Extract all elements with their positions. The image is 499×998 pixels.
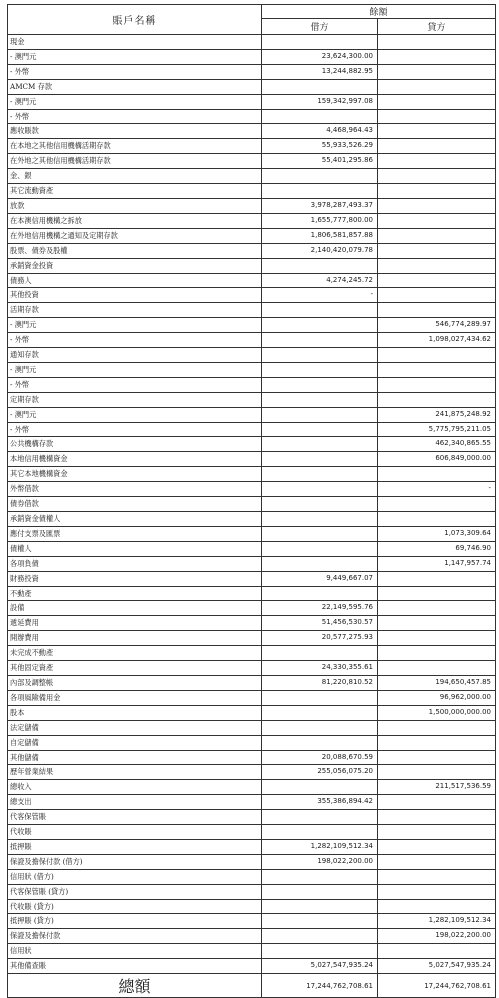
account-name-cell: AMCM 存款 [8, 79, 262, 94]
account-name-cell: 在外地之其他信用機構活期存款 [8, 154, 262, 169]
table-row [8, 482, 496, 497]
table-row [8, 273, 496, 288]
table-row [8, 243, 496, 258]
debit-cell [262, 109, 378, 124]
credit-cell: 241,875,248.92 [378, 407, 496, 422]
debit-cell [262, 780, 378, 795]
table-row [8, 422, 496, 437]
credit-cell [378, 944, 496, 959]
credit-cell [378, 646, 496, 661]
credit-cell [378, 243, 496, 258]
credit-cell: 1,282,109,512.34 [378, 914, 496, 929]
table-body [8, 35, 496, 974]
table-row [8, 79, 496, 94]
table-row [8, 139, 496, 154]
debit-cell: 1,806,581,857.88 [262, 228, 378, 243]
debit-cell [262, 318, 378, 333]
debit-cell: 1,282,109,512.34 [262, 839, 378, 854]
debit-cell [262, 556, 378, 571]
account-name-cell: 開辦費用 [8, 631, 262, 646]
debit-cell [262, 258, 378, 273]
account-name-cell: 總收入 [8, 780, 262, 795]
table-row [8, 705, 496, 720]
debit-cell: 22,149,595.76 [262, 601, 378, 616]
debit-cell: - [262, 288, 378, 303]
table-row [8, 735, 496, 750]
debit-cell [262, 690, 378, 705]
credit-cell: 1,098,027,434.62 [378, 333, 496, 348]
account-name-cell: 法定儲備 [8, 720, 262, 735]
table-header [8, 5, 496, 35]
debit-cell [262, 929, 378, 944]
debit-cell: 5,027,547,935.24 [262, 959, 378, 974]
debit-cell [262, 303, 378, 318]
credit-cell [378, 720, 496, 735]
credit-cell [378, 631, 496, 646]
account-name-cell: 現金 [8, 35, 262, 50]
debit-cell: 355,386,894.42 [262, 795, 378, 810]
credit-cell [378, 124, 496, 139]
credit-cell: 211,517,536.59 [378, 780, 496, 795]
table-row [8, 348, 496, 363]
balance-table [7, 4, 496, 998]
credit-cell [378, 35, 496, 50]
debit-cell [262, 392, 378, 407]
credit-cell [378, 362, 496, 377]
balance-header: 餘額 [262, 5, 496, 19]
table-row [8, 586, 496, 601]
debit-cell [262, 825, 378, 840]
table-row [8, 854, 496, 869]
account-name-cell: 保證及擔保付款 [8, 929, 262, 944]
debit-cell: 4,274,245.72 [262, 273, 378, 288]
debit-cell [262, 869, 378, 884]
debit-cell [262, 705, 378, 720]
credit-cell: 546,774,289.97 [378, 318, 496, 333]
account-name-cell: 各項風險備用金 [8, 690, 262, 705]
table-row [8, 571, 496, 586]
total-credit: 17,244,762,708.61 [378, 974, 496, 998]
table-row [8, 780, 496, 795]
account-name-cell: - 外幣 [8, 64, 262, 79]
account-name-cell: - 澳門元 [8, 318, 262, 333]
table-row [8, 124, 496, 139]
account-name-cell: 代客保管賬 (貸方) [8, 884, 262, 899]
debit-cell [262, 497, 378, 512]
credit-cell [378, 601, 496, 616]
credit-cell [378, 184, 496, 199]
account-name-cell: 遞延費用 [8, 616, 262, 631]
total-label: 總額 [8, 974, 262, 998]
table-row [8, 154, 496, 169]
credit-cell [378, 586, 496, 601]
credit-cell [378, 899, 496, 914]
account-name-cell: - 外幣 [8, 422, 262, 437]
credit-cell: 198,022,200.00 [378, 929, 496, 944]
account-name-cell: - 澳門元 [8, 49, 262, 64]
account-name-cell: - 外幣 [8, 109, 262, 124]
table-row [8, 318, 496, 333]
account-name-cell: 財務投資 [8, 571, 262, 586]
account-name-cell: 其他投資 [8, 288, 262, 303]
table-row [8, 526, 496, 541]
table-row [8, 228, 496, 243]
debit-cell [262, 422, 378, 437]
table-row [8, 392, 496, 407]
table-row [8, 258, 496, 273]
account-name-cell: 應付支票及匯票 [8, 526, 262, 541]
debit-cell [262, 646, 378, 661]
table-row [8, 184, 496, 199]
credit-cell [378, 154, 496, 169]
debit-cell: 9,449,667.07 [262, 571, 378, 586]
account-name-cell: 股票、債券及股權 [8, 243, 262, 258]
credit-cell [378, 139, 496, 154]
table-row [8, 497, 496, 512]
account-name-cell: 活期存款 [8, 303, 262, 318]
credit-cell [378, 467, 496, 482]
credit-cell [378, 735, 496, 750]
credit-cell [378, 497, 496, 512]
total-debit: 17,244,762,708.61 [262, 974, 378, 998]
debit-cell [262, 348, 378, 363]
table-row [8, 198, 496, 213]
account-name-cell: - 外幣 [8, 377, 262, 392]
credit-cell [378, 288, 496, 303]
table-row [8, 109, 496, 124]
credit-cell [378, 303, 496, 318]
credit-cell [378, 273, 496, 288]
debit-cell: 55,401,295.86 [262, 154, 378, 169]
table-row [8, 94, 496, 109]
credit-cell [378, 377, 496, 392]
credit-cell [378, 571, 496, 586]
table-row [8, 303, 496, 318]
debit-cell [262, 184, 378, 199]
table-row [8, 407, 496, 422]
debit-cell: 51,456,530.57 [262, 616, 378, 631]
account-name-cell: 歷年營業結果 [8, 765, 262, 780]
credit-cell: 1,500,000,000.00 [378, 705, 496, 720]
credit-cell: 69,746.90 [378, 541, 496, 556]
debit-cell: 198,022,200.00 [262, 854, 378, 869]
credit-header: 貸方 [378, 19, 496, 35]
table-row [8, 333, 496, 348]
credit-cell: 1,073,309.64 [378, 526, 496, 541]
credit-cell: 462,340,865.55 [378, 437, 496, 452]
table-row [8, 944, 496, 959]
table-row [8, 288, 496, 303]
account-name-cell: 承銷資金投資 [8, 258, 262, 273]
debit-cell: 2,140,420,079.78 [262, 243, 378, 258]
debit-cell [262, 720, 378, 735]
table-row [8, 64, 496, 79]
table-row [8, 601, 496, 616]
debit-cell [262, 467, 378, 482]
table-row [8, 661, 496, 676]
credit-cell [378, 512, 496, 527]
account-name-cell: 其它本地機構資金 [8, 467, 262, 482]
table-row [8, 765, 496, 780]
credit-cell [378, 79, 496, 94]
account-name-cell: 其他固定資產 [8, 661, 262, 676]
credit-cell: 1,147,957.74 [378, 556, 496, 571]
account-name-cell: 債券借款 [8, 497, 262, 512]
table-row [8, 35, 496, 50]
account-name-cell: 金、銀 [8, 169, 262, 184]
table-row [8, 467, 496, 482]
account-name-cell: 債權人 [8, 541, 262, 556]
credit-cell: 194,650,457.85 [378, 675, 496, 690]
debit-cell [262, 735, 378, 750]
debit-cell: 55,933,526.29 [262, 139, 378, 154]
credit-cell [378, 810, 496, 825]
account-name-cell: 信用狀 [8, 944, 262, 959]
credit-cell [378, 884, 496, 899]
debit-cell: 159,342,997.08 [262, 94, 378, 109]
account-name-cell: 內部及調整帳 [8, 675, 262, 690]
credit-cell: 96,962,000.00 [378, 690, 496, 705]
debit-cell [262, 377, 378, 392]
account-name-cell: 其他儲備 [8, 750, 262, 765]
credit-cell [378, 869, 496, 884]
table-row [8, 213, 496, 228]
debit-cell [262, 944, 378, 959]
account-name-cell: 保證及擔保付款 (借方) [8, 854, 262, 869]
credit-cell [378, 213, 496, 228]
account-name-cell: 總支出 [8, 795, 262, 810]
table-row [8, 825, 496, 840]
table-row [8, 690, 496, 705]
table-row [8, 616, 496, 631]
debit-cell [262, 407, 378, 422]
credit-cell: 5,027,547,935.24 [378, 959, 496, 974]
debit-cell: 20,088,670.59 [262, 750, 378, 765]
account-name-cell: 在外地信用機構之通知及定期存款 [8, 228, 262, 243]
credit-cell [378, 169, 496, 184]
debit-cell [262, 541, 378, 556]
table-row [8, 377, 496, 392]
table-row [8, 362, 496, 377]
credit-cell [378, 616, 496, 631]
debit-cell [262, 35, 378, 50]
credit-cell [378, 228, 496, 243]
table-row [8, 795, 496, 810]
debit-cell [262, 884, 378, 899]
account-name-cell: 定期存款 [8, 392, 262, 407]
debit-cell: 255,056,075.20 [262, 765, 378, 780]
debit-header: 借方 [262, 19, 378, 35]
account-name-cell: 抵押賬 (貸方) [8, 914, 262, 929]
table-row [8, 959, 496, 974]
account-name-cell: 股本 [8, 705, 262, 720]
table-row [8, 750, 496, 765]
account-name-cell: 公共機構存款 [8, 437, 262, 452]
credit-cell: 5,775,795,211.05 [378, 422, 496, 437]
debit-cell: 24,330,355.61 [262, 661, 378, 676]
credit-cell [378, 854, 496, 869]
account-name-cell: 外幣借款 [8, 482, 262, 497]
table-row [8, 720, 496, 735]
table-row [8, 452, 496, 467]
debit-cell [262, 512, 378, 527]
account-name-cell: 抵押賬 [8, 839, 262, 854]
account-name-cell: 設備 [8, 601, 262, 616]
debit-cell [262, 169, 378, 184]
debit-cell [262, 362, 378, 377]
table-row [8, 437, 496, 452]
account-name-cell: 放款 [8, 198, 262, 213]
table-row [8, 541, 496, 556]
credit-cell [378, 258, 496, 273]
account-name-cell: - 澳門元 [8, 407, 262, 422]
account-name-cell: - 澳門元 [8, 94, 262, 109]
table-row [8, 675, 496, 690]
credit-cell: 606,849,000.00 [378, 452, 496, 467]
account-name-cell: 未完成不動產 [8, 646, 262, 661]
debit-cell: 1,655,777,800.00 [262, 213, 378, 228]
account-name-cell: - 外幣 [8, 333, 262, 348]
debit-cell [262, 482, 378, 497]
total-row [8, 974, 496, 998]
table-row [8, 869, 496, 884]
debit-cell [262, 526, 378, 541]
account-name-cell: 代客保管賬 [8, 810, 262, 825]
credit-cell [378, 765, 496, 780]
account-name-cell: 債務人 [8, 273, 262, 288]
debit-cell [262, 79, 378, 94]
debit-cell [262, 586, 378, 601]
table-row [8, 169, 496, 184]
account-name-cell: 在本地之其他信用機構活期存款 [8, 139, 262, 154]
table-row [8, 810, 496, 825]
debit-cell [262, 810, 378, 825]
debit-cell [262, 914, 378, 929]
credit-cell [378, 198, 496, 213]
account-name-cell: 應收賬款 [8, 124, 262, 139]
account-name-cell: 代收賬 [8, 825, 262, 840]
account-name-cell: 通知存款 [8, 348, 262, 363]
table-row [8, 839, 496, 854]
table-row [8, 646, 496, 661]
debit-cell: 3,978,287,493.37 [262, 198, 378, 213]
credit-cell: - [378, 482, 496, 497]
credit-cell [378, 839, 496, 854]
table-row [8, 929, 496, 944]
table-row [8, 884, 496, 899]
account-name-cell: 其它流動資產 [8, 184, 262, 199]
debit-cell: 20,577,275.93 [262, 631, 378, 646]
debit-cell: 13,244,882.95 [262, 64, 378, 79]
account-name-cell: 各項負債 [8, 556, 262, 571]
credit-cell [378, 661, 496, 676]
debit-cell [262, 437, 378, 452]
account-name-cell: 其他備查賬 [8, 959, 262, 974]
account-name-cell: 本地信用機構資金 [8, 452, 262, 467]
credit-cell [378, 392, 496, 407]
credit-cell [378, 49, 496, 64]
debit-cell: 81,220,810.52 [262, 675, 378, 690]
credit-cell [378, 795, 496, 810]
table-row [8, 631, 496, 646]
trial-balance-sheet [7, 4, 495, 998]
debit-cell: 4,468,964.43 [262, 124, 378, 139]
account-name-header: 賬戶名稱 [8, 5, 262, 35]
account-name-cell: 不動產 [8, 586, 262, 601]
account-name-cell: 信用狀 (借方) [8, 869, 262, 884]
credit-cell [378, 64, 496, 79]
account-name-cell: - 澳門元 [8, 362, 262, 377]
credit-cell [378, 825, 496, 840]
credit-cell [378, 94, 496, 109]
debit-cell [262, 452, 378, 467]
debit-cell: 23,624,300.00 [262, 49, 378, 64]
table-row [8, 556, 496, 571]
credit-cell [378, 109, 496, 124]
credit-cell [378, 348, 496, 363]
table-row [8, 914, 496, 929]
account-name-cell: 承銷資金債權人 [8, 512, 262, 527]
account-name-cell: 在本澳信用機構之拆放 [8, 213, 262, 228]
credit-cell [378, 750, 496, 765]
account-name-cell: 自定儲備 [8, 735, 262, 750]
table-row [8, 512, 496, 527]
table-row [8, 49, 496, 64]
debit-cell [262, 333, 378, 348]
debit-cell [262, 899, 378, 914]
account-name-cell: 代收賬 (貸方) [8, 899, 262, 914]
table-row [8, 899, 496, 914]
